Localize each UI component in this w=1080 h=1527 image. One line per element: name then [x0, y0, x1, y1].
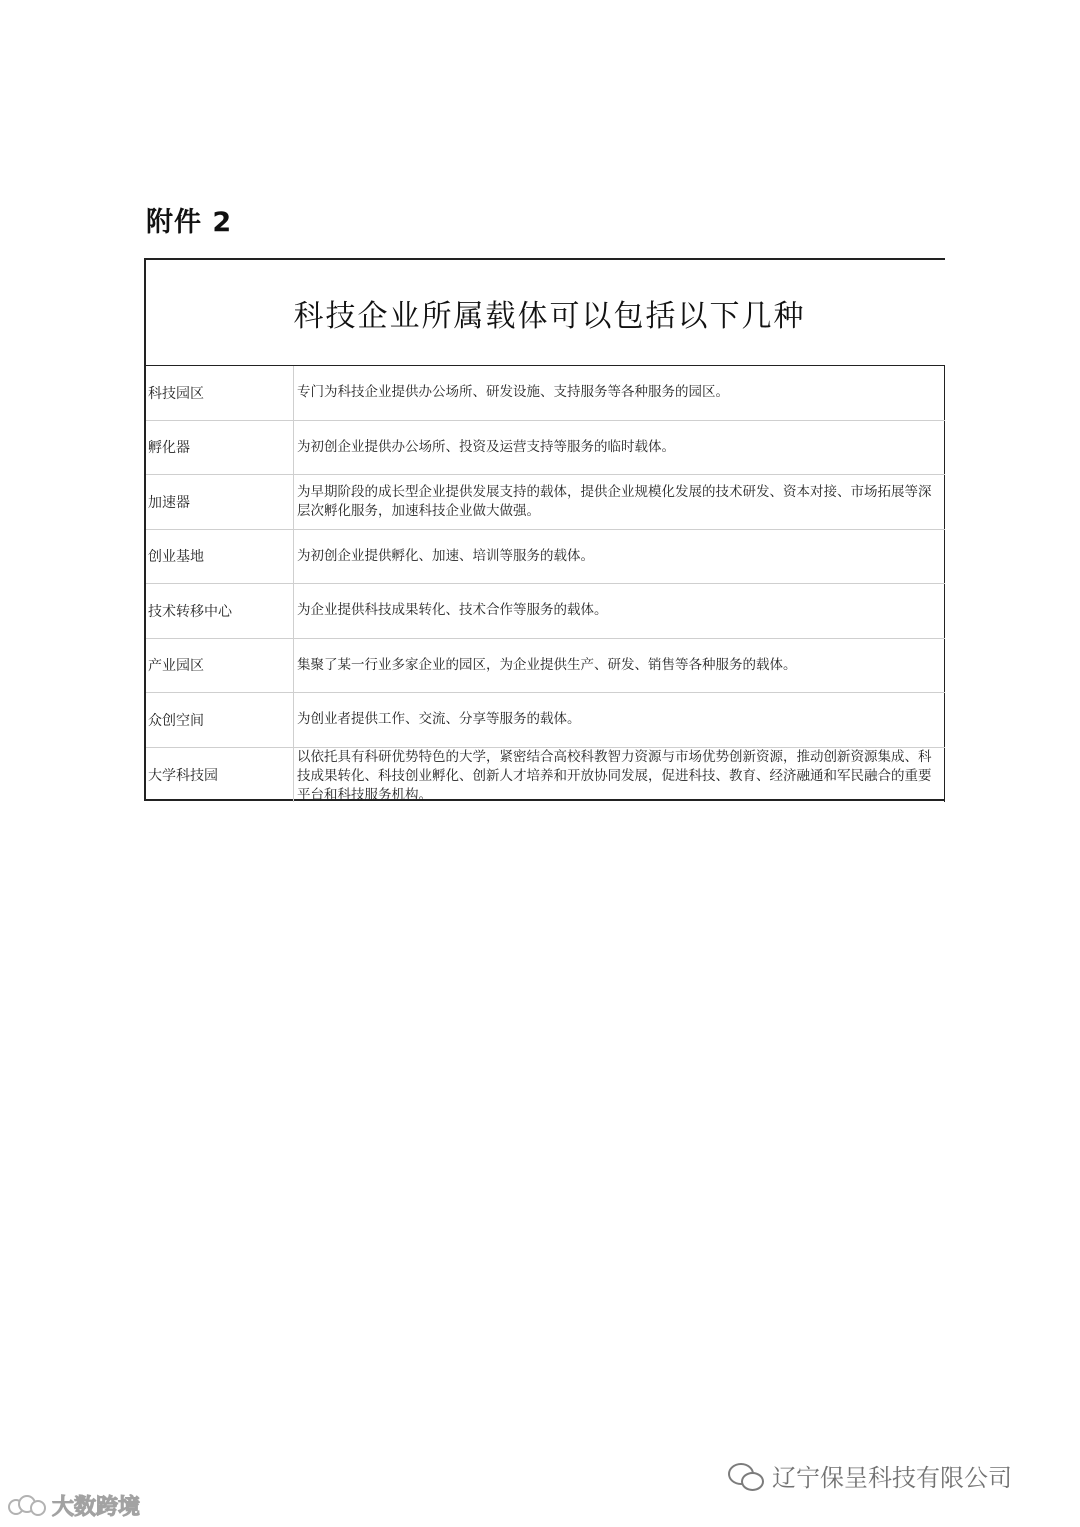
carrier-table: [144, 258, 945, 801]
table-row: [146, 639, 945, 694]
table-title: 科技企业所属载体可以包括以下几种: [146, 260, 945, 366]
carrier-name: 产业园区: [146, 639, 294, 693]
wechat-icon: [728, 1461, 764, 1491]
company-watermark: [728, 1458, 1012, 1493]
table-row: [146, 421, 945, 476]
attachment-heading: 附件 2: [146, 207, 233, 238]
table-row: [146, 584, 945, 639]
table-row: [146, 366, 945, 421]
platform-watermark: [8, 1490, 140, 1521]
carrier-description: 为初创企业提供孵化、加速、培训等服务的载体。: [294, 530, 945, 584]
carrier-description: 以依托具有科研优势特色的大学，紧密结合高校科教智力资源与市场优势创新资源，推动创新资源集成、科技成果转化、科技创业孵化、创新人才培养和开放协同发展，促进科技、教育、经济融通和军民融合的重要平台和科技服务机构。: [294, 748, 945, 803]
company-watermark-text: 辽宁保呈科技有限公司: [772, 1464, 1012, 1492]
platform-watermark-text: 大数跨境: [52, 1495, 141, 1520]
logo-icon: [8, 1495, 46, 1517]
table-row: [146, 748, 945, 803]
carrier-description: 专门为科技企业提供办公场所、研发设施、支持服务等各种服务的园区。: [294, 366, 945, 420]
carrier-description: 为企业提供科技成果转化、技术合作等服务的载体。: [294, 584, 945, 638]
table-row: [146, 530, 945, 585]
table-row: [146, 475, 945, 530]
carrier-name: 科技园区: [146, 366, 294, 420]
carrier-name: 孵化器: [146, 421, 294, 475]
carrier-description: 为创业者提供工作、交流、分享等服务的载体。: [294, 693, 945, 747]
carrier-name: 众创空间: [146, 693, 294, 747]
carrier-description: 为初创企业提供办公场所、投资及运营支持等服务的临时载体。: [294, 421, 945, 475]
carrier-name: 大学科技园: [146, 748, 294, 803]
carrier-description: 集聚了某一行业多家企业的园区，为企业提供生产、研发、销售等各种服务的载体。: [294, 639, 945, 693]
carrier-description: 为早期阶段的成长型企业提供发展支持的载体，提供企业规模化发展的技术研发、资本对接、市场拓展等深层次孵化服务，加速科技企业做大做强。: [294, 475, 945, 529]
carrier-name: 创业基地: [146, 530, 294, 584]
carrier-name: 加速器: [146, 475, 294, 529]
table-row: [146, 693, 945, 748]
carrier-name: 技术转移中心: [146, 584, 294, 638]
